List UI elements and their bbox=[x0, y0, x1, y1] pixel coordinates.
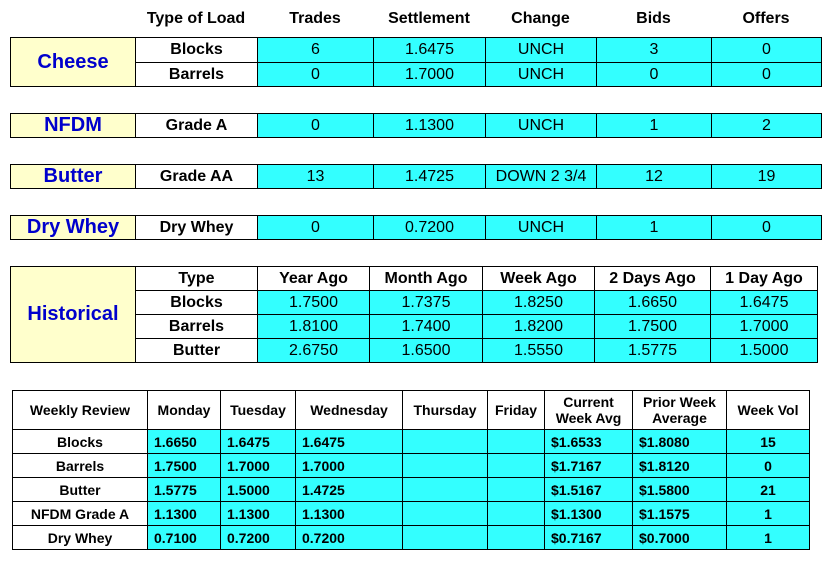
historical-cell: 1.8200 bbox=[483, 315, 595, 339]
nfdm-type: Grade A bbox=[136, 114, 258, 138]
cheese-label: Cheese bbox=[11, 38, 136, 87]
cheese-table bbox=[10, 37, 822, 87]
weekly-header-monday: Monday bbox=[148, 391, 221, 430]
weekly-cell: 1.7500 bbox=[148, 454, 221, 478]
weekly-cell: 1 bbox=[727, 526, 810, 550]
cheese-blocks-settlement: 1.6475 bbox=[374, 38, 486, 63]
historical-header-month-ago: Month Ago bbox=[370, 267, 483, 291]
header-bids: Bids bbox=[636, 10, 671, 27]
cheese-barrels-type: Barrels bbox=[136, 63, 258, 87]
drywhey-settlement: 0.7200 bbox=[374, 216, 486, 240]
historical-row-type: Blocks bbox=[136, 291, 258, 315]
weekly-header-prior-week-average: Prior Week Average bbox=[633, 391, 727, 430]
weekly-cell: 0 bbox=[727, 454, 810, 478]
weekly-cell: $1.7167 bbox=[545, 454, 633, 478]
nfdm-offers: 2 bbox=[712, 114, 822, 138]
historical-cell: 1.7375 bbox=[370, 291, 483, 315]
butter-table bbox=[10, 164, 822, 189]
weekly-cell: 1.1300 bbox=[148, 502, 221, 526]
drywhey-offers: 0 bbox=[712, 216, 822, 240]
weekly-header-wednesday: Wednesday bbox=[296, 391, 403, 430]
historical-cell: 1.7400 bbox=[370, 315, 483, 339]
cheese-barrels-bids: 0 bbox=[597, 63, 712, 87]
butter-bids: 12 bbox=[597, 165, 712, 189]
weekly-cell bbox=[403, 526, 488, 550]
weekly-cell bbox=[403, 454, 488, 478]
weekly-cell: 0.7200 bbox=[221, 526, 296, 550]
weekly-cell: $1.5167 bbox=[545, 478, 633, 502]
historical-header-year-ago: Year Ago bbox=[258, 267, 370, 291]
weekly-row-label: Butter bbox=[13, 478, 148, 502]
weekly-cell: 1.7000 bbox=[296, 454, 403, 478]
header-change: Change bbox=[511, 10, 570, 27]
weekly-cell: $1.5800 bbox=[633, 478, 727, 502]
cheese-blocks-change: UNCH bbox=[486, 38, 597, 63]
weekly-cell: 1 bbox=[727, 502, 810, 526]
weekly-row-label: Blocks bbox=[13, 430, 148, 454]
historical-header-1-day-ago: 1 Day Ago bbox=[711, 267, 818, 291]
butter-type: Grade AA bbox=[136, 165, 258, 189]
weekly-cell: 1.6475 bbox=[221, 430, 296, 454]
weekly-cell: 0.7200 bbox=[296, 526, 403, 550]
historical-cell: 1.5550 bbox=[483, 339, 595, 363]
weekly-cell: 1.4725 bbox=[296, 478, 403, 502]
cheese-barrels-change: UNCH bbox=[486, 63, 597, 87]
weekly-cell: $1.6533 bbox=[545, 430, 633, 454]
historical-header-type: Type bbox=[136, 267, 258, 291]
weekly-header-friday: Friday bbox=[488, 391, 545, 430]
historical-cell: 1.5000 bbox=[711, 339, 818, 363]
historical-header-2-days-ago: 2 Days Ago bbox=[595, 267, 711, 291]
nfdm-table bbox=[10, 113, 822, 138]
drywhey-table bbox=[10, 215, 822, 240]
cheese-barrels-settlement: 1.7000 bbox=[374, 63, 486, 87]
weekly-row-label: NFDM Grade A bbox=[13, 502, 148, 526]
nfdm-settlement: 1.1300 bbox=[374, 114, 486, 138]
weekly-cell: 15 bbox=[727, 430, 810, 454]
weekly-header-thursday: Thursday bbox=[403, 391, 488, 430]
historical-cell: 1.7500 bbox=[595, 315, 711, 339]
historical-row-type: Butter bbox=[136, 339, 258, 363]
weekly-cell: 1.1300 bbox=[296, 502, 403, 526]
historical-cell: 1.7000 bbox=[711, 315, 818, 339]
weekly-cell bbox=[488, 526, 545, 550]
header-type-of-load: Type of Load bbox=[146, 10, 246, 27]
weekly-header-review: Weekly Review bbox=[13, 391, 148, 430]
weekly-cell bbox=[403, 478, 488, 502]
drywhey-trades: 0 bbox=[258, 216, 374, 240]
weekly-cell: 1.6650 bbox=[148, 430, 221, 454]
cheese-blocks-type: Blocks bbox=[136, 38, 258, 63]
weekly-cell: 1.6475 bbox=[296, 430, 403, 454]
weekly-row-label: Barrels bbox=[13, 454, 148, 478]
weekly-header-week-vol: Week Vol bbox=[727, 391, 810, 430]
weekly-cell: $1.1575 bbox=[633, 502, 727, 526]
drywhey-label: Dry Whey bbox=[11, 216, 136, 240]
weekly-cell bbox=[488, 502, 545, 526]
weekly-cell bbox=[488, 478, 545, 502]
weekly-row-label: Dry Whey bbox=[13, 526, 148, 550]
drywhey-bids: 1 bbox=[597, 216, 712, 240]
header-trades: Trades bbox=[289, 10, 341, 27]
butter-label: Butter bbox=[11, 165, 136, 189]
nfdm-change: UNCH bbox=[486, 114, 597, 138]
weekly-cell: $1.1300 bbox=[545, 502, 633, 526]
header-offers: Offers bbox=[742, 10, 790, 27]
drywhey-type: Dry Whey bbox=[136, 216, 258, 240]
historical-cell: 1.6475 bbox=[711, 291, 818, 315]
cheese-barrels-offers: 0 bbox=[712, 63, 822, 87]
drywhey-change: UNCH bbox=[486, 216, 597, 240]
butter-offers: 19 bbox=[712, 165, 822, 189]
historical-cell: 1.8100 bbox=[258, 315, 370, 339]
historical-header-week-ago: Week Ago bbox=[483, 267, 595, 291]
weekly-cell bbox=[488, 454, 545, 478]
weekly-cell: 1.5000 bbox=[221, 478, 296, 502]
historical-cell: 1.6650 bbox=[595, 291, 711, 315]
cheese-blocks-trades: 6 bbox=[258, 38, 374, 63]
weekly-review-table bbox=[12, 390, 810, 550]
header-settlement: Settlement bbox=[388, 10, 470, 27]
butter-settlement: 1.4725 bbox=[374, 165, 486, 189]
weekly-cell bbox=[403, 502, 488, 526]
weekly-cell: $0.7000 bbox=[633, 526, 727, 550]
weekly-cell bbox=[403, 430, 488, 454]
historical-label: Historical bbox=[11, 267, 136, 363]
historical-table bbox=[10, 266, 818, 363]
weekly-header-tuesday: Tuesday bbox=[221, 391, 296, 430]
cheese-barrels-trades: 0 bbox=[258, 63, 374, 87]
cheese-blocks-bids: 3 bbox=[597, 38, 712, 63]
weekly-cell: $1.8120 bbox=[633, 454, 727, 478]
weekly-cell: $0.7167 bbox=[545, 526, 633, 550]
weekly-cell bbox=[488, 430, 545, 454]
nfdm-label: NFDM bbox=[11, 114, 136, 138]
historical-cell: 1.6500 bbox=[370, 339, 483, 363]
butter-change: DOWN 2 3/4 bbox=[486, 165, 597, 189]
weekly-cell: $1.8080 bbox=[633, 430, 727, 454]
nfdm-bids: 1 bbox=[597, 114, 712, 138]
cheese-blocks-offers: 0 bbox=[712, 38, 822, 63]
historical-cell: 1.8250 bbox=[483, 291, 595, 315]
historical-row-type: Barrels bbox=[136, 315, 258, 339]
butter-trades: 13 bbox=[258, 165, 374, 189]
historical-cell: 1.7500 bbox=[258, 291, 370, 315]
historical-cell: 1.5775 bbox=[595, 339, 711, 363]
weekly-cell: 1.1300 bbox=[221, 502, 296, 526]
weekly-cell: 1.7000 bbox=[221, 454, 296, 478]
weekly-cell: 0.7100 bbox=[148, 526, 221, 550]
historical-cell: 2.6750 bbox=[258, 339, 370, 363]
weekly-cell: 1.5775 bbox=[148, 478, 221, 502]
weekly-cell: 21 bbox=[727, 478, 810, 502]
nfdm-trades: 0 bbox=[258, 114, 374, 138]
weekly-header-current-week-avg: Current Week Avg bbox=[545, 391, 633, 430]
